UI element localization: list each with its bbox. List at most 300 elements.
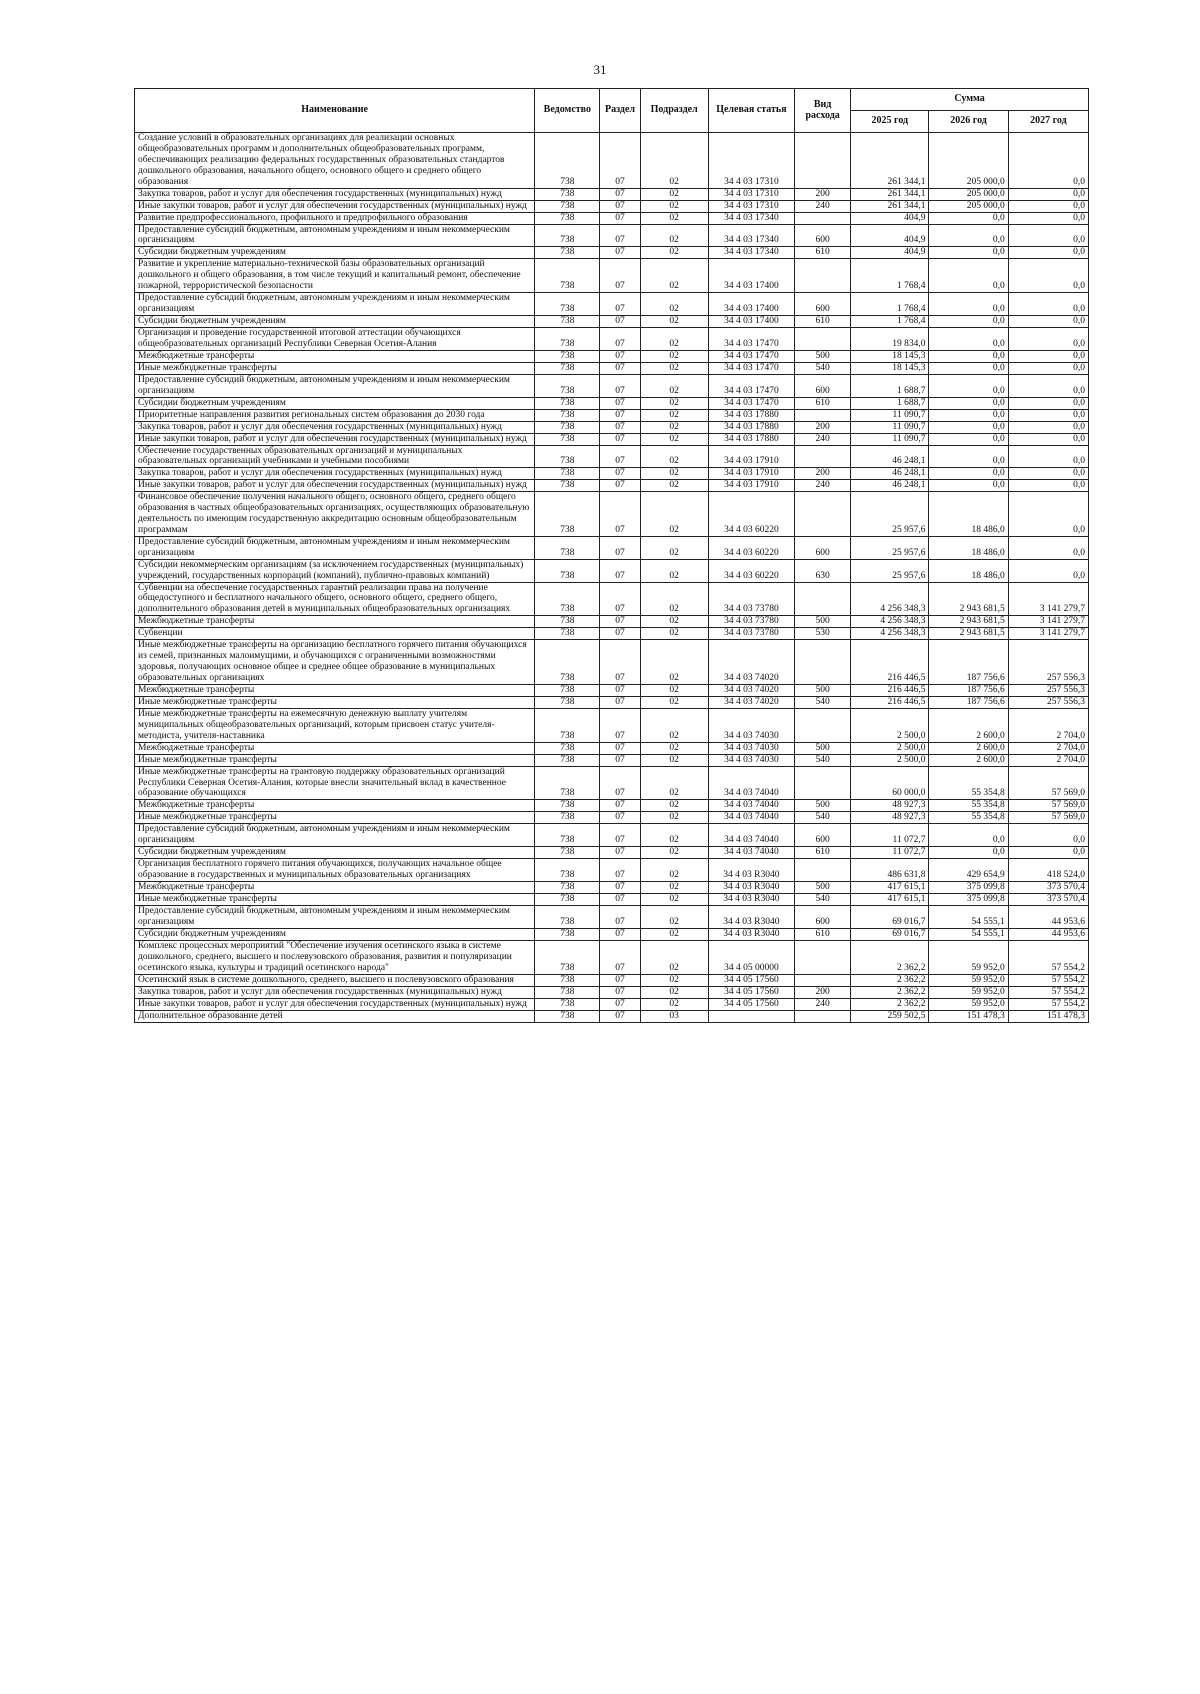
row-sum-2025: 46 248,1 (851, 480, 929, 492)
row-celevaya: 34 4 03 60220 (708, 536, 794, 559)
table-row (135, 628, 1089, 640)
row-name: Субсидии бюджетным учреждениям (135, 397, 535, 409)
row-sum-2025: 4 256 348,3 (851, 616, 929, 628)
row-vedomstvo: 738 (535, 742, 600, 754)
row-vid: 600 (795, 905, 851, 928)
row-sum-2026: 2 943 681,5 (929, 582, 1008, 616)
row-sum-2026: 0,0 (929, 824, 1008, 847)
row-sum-2026: 375 099,8 (929, 893, 1008, 905)
row-sum-2026: 0,0 (929, 212, 1008, 224)
table-row (135, 224, 1089, 247)
row-sum-2027: 0,0 (1008, 247, 1088, 259)
row-sum-2025: 417 615,1 (851, 881, 929, 893)
row-name: Создание условий в образовательных организациях для реализации основных общеобразовательных программ и дополнительных общеобразовательных программ, обеспечивающих реализацию федеральных государственных образовательных стандартов дошкольного образования, начального общего, основного общего и среднего общего образования (135, 133, 535, 189)
row-sum-2026: 55 354,8 (929, 812, 1008, 824)
row-sum-2026: 0,0 (929, 847, 1008, 859)
row-podrazdel: 02 (640, 766, 708, 800)
row-sum-2027: 0,0 (1008, 559, 1088, 582)
row-razdel: 07 (600, 480, 640, 492)
row-podrazdel: 02 (640, 445, 708, 468)
row-name: Иные закупки товаров, работ и услуг для обеспечения государственных (муниципальных) нужд (135, 433, 535, 445)
row-name: Иные межбюджетные трансферты на ежемесячную денежную выплату учителям муниципальных общеобразовательных организаций, которым присвоен статус учителя-методиста, учителя-наставника (135, 708, 535, 742)
row-sum-2026: 18 486,0 (929, 536, 1008, 559)
table-row (135, 640, 1089, 685)
row-vedomstvo: 738 (535, 293, 600, 316)
table-row (135, 133, 1089, 189)
row-razdel: 07 (600, 468, 640, 480)
row-sum-2026: 18 486,0 (929, 559, 1008, 582)
row-sum-2025: 46 248,1 (851, 468, 929, 480)
row-sum-2026: 59 952,0 (929, 998, 1008, 1010)
row-vedomstvo: 738 (535, 350, 600, 362)
row-razdel: 07 (600, 824, 640, 847)
row-sum-2025: 2 362,2 (851, 974, 929, 986)
row-podrazdel: 02 (640, 986, 708, 998)
row-sum-2025: 25 957,6 (851, 492, 929, 537)
row-name: Межбюджетные трансферты (135, 616, 535, 628)
row-podrazdel: 02 (640, 847, 708, 859)
row-sum-2027: 0,0 (1008, 409, 1088, 421)
row-podrazdel: 02 (640, 315, 708, 327)
row-podrazdel: 02 (640, 812, 708, 824)
row-vedomstvo: 738 (535, 708, 600, 742)
table-row (135, 766, 1089, 800)
row-sum-2027: 373 570,4 (1008, 881, 1088, 893)
row-sum-2027: 2 704,0 (1008, 742, 1088, 754)
row-vid: 600 (795, 293, 851, 316)
row-razdel: 07 (600, 640, 640, 685)
row-sum-2027: 0,0 (1008, 824, 1088, 847)
row-sum-2025: 404,9 (851, 212, 929, 224)
row-vedomstvo: 738 (535, 397, 600, 409)
row-razdel: 07 (600, 374, 640, 397)
row-name: Субвенции (135, 628, 535, 640)
row-podrazdel: 03 (640, 1010, 708, 1022)
row-podrazdel: 02 (640, 800, 708, 812)
row-podrazdel: 02 (640, 881, 708, 893)
row-sum-2025: 1 768,4 (851, 259, 929, 293)
row-celevaya: 34 4 03 17910 (708, 445, 794, 468)
table-row (135, 940, 1089, 974)
row-sum-2027: 3 141 279,7 (1008, 582, 1088, 616)
row-podrazdel: 02 (640, 708, 708, 742)
row-podrazdel: 02 (640, 940, 708, 974)
row-vedomstvo: 738 (535, 847, 600, 859)
row-vedomstvo: 738 (535, 315, 600, 327)
row-vedomstvo: 738 (535, 200, 600, 212)
row-sum-2027: 57 554,2 (1008, 940, 1088, 974)
row-podrazdel: 02 (640, 433, 708, 445)
row-name: Субсидии бюджетным учреждениям (135, 247, 535, 259)
row-name: Предоставление субсидий бюджетным, автономным учреждениям и иным некоммерческим организациям (135, 374, 535, 397)
row-name: Осетинский язык в системе дошкольного, среднего, высшего и послевузовского образования (135, 974, 535, 986)
row-sum-2027: 0,0 (1008, 445, 1088, 468)
row-name: Организация бесплатного горячего питания обучающихся, получающих начальное общее образование в государственных и муниципальных образовательных организациях (135, 859, 535, 882)
row-celevaya: 34 4 05 00000 (708, 940, 794, 974)
row-podrazdel: 02 (640, 480, 708, 492)
row-podrazdel: 02 (640, 893, 708, 905)
row-razdel: 07 (600, 905, 640, 928)
row-sum-2025: 25 957,6 (851, 559, 929, 582)
row-sum-2027: 57 554,2 (1008, 986, 1088, 998)
row-sum-2026: 187 756,6 (929, 684, 1008, 696)
row-sum-2027: 0,0 (1008, 362, 1088, 374)
row-razdel: 07 (600, 409, 640, 421)
row-sum-2026: 2 943 681,5 (929, 628, 1008, 640)
row-vid (795, 859, 851, 882)
table-header (135, 89, 1089, 133)
row-sum-2027: 418 524,0 (1008, 859, 1088, 882)
table-row (135, 374, 1089, 397)
table-row (135, 696, 1089, 708)
row-celevaya: 34 4 03 17340 (708, 247, 794, 259)
row-sum-2027: 57 554,2 (1008, 998, 1088, 1010)
row-celevaya: 34 4 03 17400 (708, 315, 794, 327)
row-podrazdel: 02 (640, 362, 708, 374)
row-vid: 610 (795, 315, 851, 327)
row-vid (795, 1010, 851, 1022)
table-row (135, 315, 1089, 327)
row-celevaya: 34 4 03 17340 (708, 224, 794, 247)
row-razdel: 07 (600, 696, 640, 708)
row-celevaya: 34 4 03 17910 (708, 468, 794, 480)
row-razdel: 07 (600, 616, 640, 628)
row-sum-2026: 0,0 (929, 421, 1008, 433)
row-vid: 600 (795, 824, 851, 847)
row-name: Субсидии бюджетным учреждениям (135, 315, 535, 327)
row-celevaya: 34 4 03 17400 (708, 293, 794, 316)
row-sum-2026: 375 099,8 (929, 881, 1008, 893)
row-name: Иные закупки товаров, работ и услуг для обеспечения государственных (муниципальных) нужд (135, 200, 535, 212)
row-celevaya: 34 4 03 74020 (708, 696, 794, 708)
row-sum-2027: 0,0 (1008, 293, 1088, 316)
row-podrazdel: 02 (640, 327, 708, 350)
row-sum-2026: 0,0 (929, 468, 1008, 480)
row-vid: 500 (795, 881, 851, 893)
row-vedomstvo: 738 (535, 986, 600, 998)
row-vid: 500 (795, 616, 851, 628)
table-row (135, 362, 1089, 374)
row-sum-2026: 0,0 (929, 224, 1008, 247)
row-name: Закупка товаров, работ и услуг для обеспечения государственных (муниципальных) нужд (135, 421, 535, 433)
row-vid: 540 (795, 696, 851, 708)
row-vid: 610 (795, 247, 851, 259)
row-sum-2026: 55 354,8 (929, 800, 1008, 812)
row-razdel: 07 (600, 224, 640, 247)
row-sum-2026: 0,0 (929, 480, 1008, 492)
table-body (135, 133, 1089, 1023)
row-razdel: 07 (600, 350, 640, 362)
row-vid: 600 (795, 224, 851, 247)
row-vid (795, 492, 851, 537)
row-vid: 500 (795, 800, 851, 812)
row-vedomstvo: 738 (535, 133, 600, 189)
row-vedomstvo: 738 (535, 259, 600, 293)
row-name: Иные межбюджетные трансферты на грантовую поддержку образовательных организаций Республики Северная Осетия-Алания, которые внесли значительный вклад в качественное образование обучающихся (135, 766, 535, 800)
row-razdel: 07 (600, 293, 640, 316)
row-razdel: 07 (600, 433, 640, 445)
row-celevaya: 34 4 03 17470 (708, 374, 794, 397)
table-row (135, 684, 1089, 696)
row-vedomstvo: 738 (535, 859, 600, 882)
row-podrazdel: 02 (640, 628, 708, 640)
row-sum-2026: 429 654,9 (929, 859, 1008, 882)
row-sum-2026: 59 952,0 (929, 974, 1008, 986)
row-celevaya: 34 4 03 R3040 (708, 893, 794, 905)
row-podrazdel: 02 (640, 259, 708, 293)
row-podrazdel: 02 (640, 247, 708, 259)
row-sum-2027: 0,0 (1008, 492, 1088, 537)
row-vedomstvo: 738 (535, 628, 600, 640)
table-row (135, 986, 1089, 998)
row-celevaya: 34 4 03 74020 (708, 684, 794, 696)
row-sum-2025: 1 688,7 (851, 374, 929, 397)
row-vedomstvo: 738 (535, 974, 600, 986)
row-vedomstvo: 738 (535, 616, 600, 628)
row-sum-2026: 0,0 (929, 433, 1008, 445)
table-row (135, 1010, 1089, 1022)
row-vedomstvo: 738 (535, 800, 600, 812)
row-sum-2026: 0,0 (929, 259, 1008, 293)
row-name: Предоставление субсидий бюджетным, автономным учреждениям и иным некоммерческим организациям (135, 536, 535, 559)
row-celevaya: 34 4 03 74040 (708, 800, 794, 812)
row-celevaya: 34 4 03 17470 (708, 327, 794, 350)
row-podrazdel: 02 (640, 374, 708, 397)
row-podrazdel: 02 (640, 536, 708, 559)
row-sum-2025: 2 362,2 (851, 940, 929, 974)
row-vedomstvo: 738 (535, 445, 600, 468)
table-row (135, 293, 1089, 316)
row-vedomstvo: 738 (535, 940, 600, 974)
table-row (135, 616, 1089, 628)
row-vedomstvo: 738 (535, 893, 600, 905)
row-vid: 240 (795, 480, 851, 492)
row-name: Иные межбюджетные трансферты (135, 362, 535, 374)
row-sum-2025: 2 500,0 (851, 742, 929, 754)
row-podrazdel: 02 (640, 133, 708, 189)
row-vedomstvo: 738 (535, 998, 600, 1010)
row-vid (795, 327, 851, 350)
row-celevaya: 34 4 03 74040 (708, 847, 794, 859)
row-podrazdel: 02 (640, 188, 708, 200)
row-celevaya: 34 4 03 R3040 (708, 928, 794, 940)
row-celevaya: 34 4 03 17340 (708, 212, 794, 224)
row-vid: 200 (795, 986, 851, 998)
row-podrazdel: 02 (640, 998, 708, 1010)
header-name: Наименование (135, 89, 535, 133)
row-vedomstvo: 738 (535, 409, 600, 421)
row-sum-2027: 257 556,3 (1008, 696, 1088, 708)
row-name: Иные закупки товаров, работ и услуг для обеспечения государственных (муниципальных) нужд (135, 480, 535, 492)
row-vedomstvo: 738 (535, 766, 600, 800)
row-vid: 610 (795, 397, 851, 409)
row-sum-2026: 2 600,0 (929, 742, 1008, 754)
row-podrazdel: 02 (640, 421, 708, 433)
table-row (135, 847, 1089, 859)
row-vid: 240 (795, 200, 851, 212)
row-sum-2026: 0,0 (929, 445, 1008, 468)
row-celevaya: 34 4 03 17470 (708, 397, 794, 409)
row-sum-2027: 257 556,3 (1008, 640, 1088, 685)
row-vid: 530 (795, 628, 851, 640)
row-sum-2025: 2 500,0 (851, 708, 929, 742)
row-podrazdel: 02 (640, 293, 708, 316)
table-row (135, 397, 1089, 409)
row-name: Развитие предпрофессионального, профильного и предпрофильного образования (135, 212, 535, 224)
row-vedomstvo: 738 (535, 468, 600, 480)
row-celevaya: 34 4 03 73780 (708, 616, 794, 628)
row-sum-2027: 0,0 (1008, 133, 1088, 189)
row-vid (795, 445, 851, 468)
row-vedomstvo: 738 (535, 188, 600, 200)
table-row (135, 824, 1089, 847)
row-celevaya (708, 1010, 794, 1022)
row-sum-2027: 44 953,6 (1008, 905, 1088, 928)
table-row (135, 445, 1089, 468)
row-sum-2025: 2 362,2 (851, 998, 929, 1010)
row-sum-2027: 373 570,4 (1008, 893, 1088, 905)
row-sum-2025: 18 145,3 (851, 350, 929, 362)
row-vedomstvo: 738 (535, 492, 600, 537)
row-sum-2025: 261 344,1 (851, 188, 929, 200)
row-celevaya: 34 4 03 74030 (708, 742, 794, 754)
row-podrazdel: 02 (640, 559, 708, 582)
row-name: Комплекс процессных мероприятий "Обеспечение изучения осетинского языка в системе дошкольного, среднего, высшего и послевузовского образования, развития и популяризации осетинского языка, культуры и традиций осетинского народа" (135, 940, 535, 974)
row-name: Организация и проведение государственной итоговой аттестации обучающихся общеобразовательных организаций Республики Северная Осетия-Алания (135, 327, 535, 350)
row-sum-2026: 187 756,6 (929, 640, 1008, 685)
row-sum-2026: 2 600,0 (929, 754, 1008, 766)
table-row (135, 536, 1089, 559)
row-razdel: 07 (600, 212, 640, 224)
row-sum-2026: 54 555,1 (929, 905, 1008, 928)
row-podrazdel: 02 (640, 859, 708, 882)
row-name: Субсидии некоммерческим организациям (за исключением государственных (муниципальных) учреждений, государственных корпораций (компаний), публично-правовых компаний) (135, 559, 535, 582)
row-vedomstvo: 738 (535, 754, 600, 766)
row-celevaya: 34 4 03 74040 (708, 766, 794, 800)
row-razdel: 07 (600, 1010, 640, 1022)
table-row (135, 881, 1089, 893)
row-celevaya: 34 4 05 17560 (708, 998, 794, 1010)
row-name: Иные закупки товаров, работ и услуг для обеспечения государственных (муниципальных) нужд (135, 998, 535, 1010)
header-2027: 2027 год (1008, 111, 1088, 133)
row-celevaya: 34 4 03 60220 (708, 492, 794, 537)
row-sum-2027: 2 704,0 (1008, 754, 1088, 766)
row-sum-2026: 0,0 (929, 247, 1008, 259)
row-sum-2025: 4 256 348,3 (851, 628, 929, 640)
row-vid: 540 (795, 754, 851, 766)
header-2025: 2025 год (851, 111, 929, 133)
row-sum-2025: 11 090,7 (851, 409, 929, 421)
table-row (135, 409, 1089, 421)
row-razdel: 07 (600, 800, 640, 812)
row-razdel: 07 (600, 812, 640, 824)
row-vid: 610 (795, 847, 851, 859)
table-row (135, 905, 1089, 928)
row-podrazdel: 02 (640, 212, 708, 224)
row-vedomstvo: 738 (535, 247, 600, 259)
row-sum-2027: 57 554,2 (1008, 974, 1088, 986)
row-celevaya: 34 4 05 17560 (708, 974, 794, 986)
table-row (135, 812, 1089, 824)
row-razdel: 07 (600, 684, 640, 696)
row-sum-2027: 0,0 (1008, 315, 1088, 327)
row-vid: 540 (795, 812, 851, 824)
row-celevaya: 34 4 03 74040 (708, 824, 794, 847)
row-podrazdel: 02 (640, 684, 708, 696)
row-name: Межбюджетные трансферты (135, 350, 535, 362)
row-vid: 500 (795, 684, 851, 696)
row-celevaya: 34 4 03 17880 (708, 421, 794, 433)
row-sum-2026: 59 952,0 (929, 940, 1008, 974)
table-row (135, 742, 1089, 754)
row-vid (795, 974, 851, 986)
row-celevaya: 34 4 03 60220 (708, 559, 794, 582)
row-celevaya: 34 4 03 17310 (708, 188, 794, 200)
row-sum-2027: 57 569,0 (1008, 812, 1088, 824)
row-sum-2027: 0,0 (1008, 847, 1088, 859)
row-name: Предоставление субсидий бюджетным, автономным учреждениям и иным некоммерческим организациям (135, 905, 535, 928)
row-sum-2025: 486 631,8 (851, 859, 929, 882)
row-razdel: 07 (600, 928, 640, 940)
row-vid (795, 259, 851, 293)
row-sum-2025: 4 256 348,3 (851, 582, 929, 616)
row-sum-2027: 57 569,0 (1008, 800, 1088, 812)
budget-table (134, 88, 1089, 1023)
row-razdel: 07 (600, 259, 640, 293)
row-sum-2026: 0,0 (929, 315, 1008, 327)
row-sum-2025: 216 446,5 (851, 684, 929, 696)
row-vid (795, 940, 851, 974)
row-celevaya: 34 4 03 17880 (708, 433, 794, 445)
row-sum-2027: 0,0 (1008, 259, 1088, 293)
row-sum-2026: 2 600,0 (929, 708, 1008, 742)
table-row (135, 893, 1089, 905)
row-razdel: 07 (600, 200, 640, 212)
row-vedomstvo: 738 (535, 582, 600, 616)
row-podrazdel: 02 (640, 409, 708, 421)
row-vid (795, 212, 851, 224)
row-name: Предоставление субсидий бюджетным, автономным учреждениям и иным некоммерческим организациям (135, 824, 535, 847)
row-name: Субсидии бюджетным учреждениям (135, 847, 535, 859)
row-podrazdel: 02 (640, 200, 708, 212)
table-row (135, 421, 1089, 433)
table-row (135, 468, 1089, 480)
row-sum-2025: 18 145,3 (851, 362, 929, 374)
row-sum-2027: 0,0 (1008, 224, 1088, 247)
row-celevaya: 34 4 03 17880 (708, 409, 794, 421)
row-razdel: 07 (600, 986, 640, 998)
row-name: Предоставление субсидий бюджетным, автономным учреждениям и иным некоммерческим организациям (135, 293, 535, 316)
row-name: Иные межбюджетные трансферты (135, 812, 535, 824)
row-celevaya: 34 4 03 R3040 (708, 859, 794, 882)
table-row (135, 928, 1089, 940)
row-podrazdel: 02 (640, 754, 708, 766)
row-vid: 240 (795, 998, 851, 1010)
table-row (135, 754, 1089, 766)
table-row (135, 350, 1089, 362)
row-sum-2025: 11 072,7 (851, 847, 929, 859)
row-vedomstvo: 738 (535, 433, 600, 445)
row-razdel: 07 (600, 559, 640, 582)
row-vid (795, 133, 851, 189)
row-sum-2027: 0,0 (1008, 212, 1088, 224)
table-row (135, 212, 1089, 224)
row-vid: 600 (795, 374, 851, 397)
row-podrazdel: 02 (640, 468, 708, 480)
row-vedomstvo: 738 (535, 881, 600, 893)
row-razdel: 07 (600, 315, 640, 327)
row-razdel: 07 (600, 708, 640, 742)
